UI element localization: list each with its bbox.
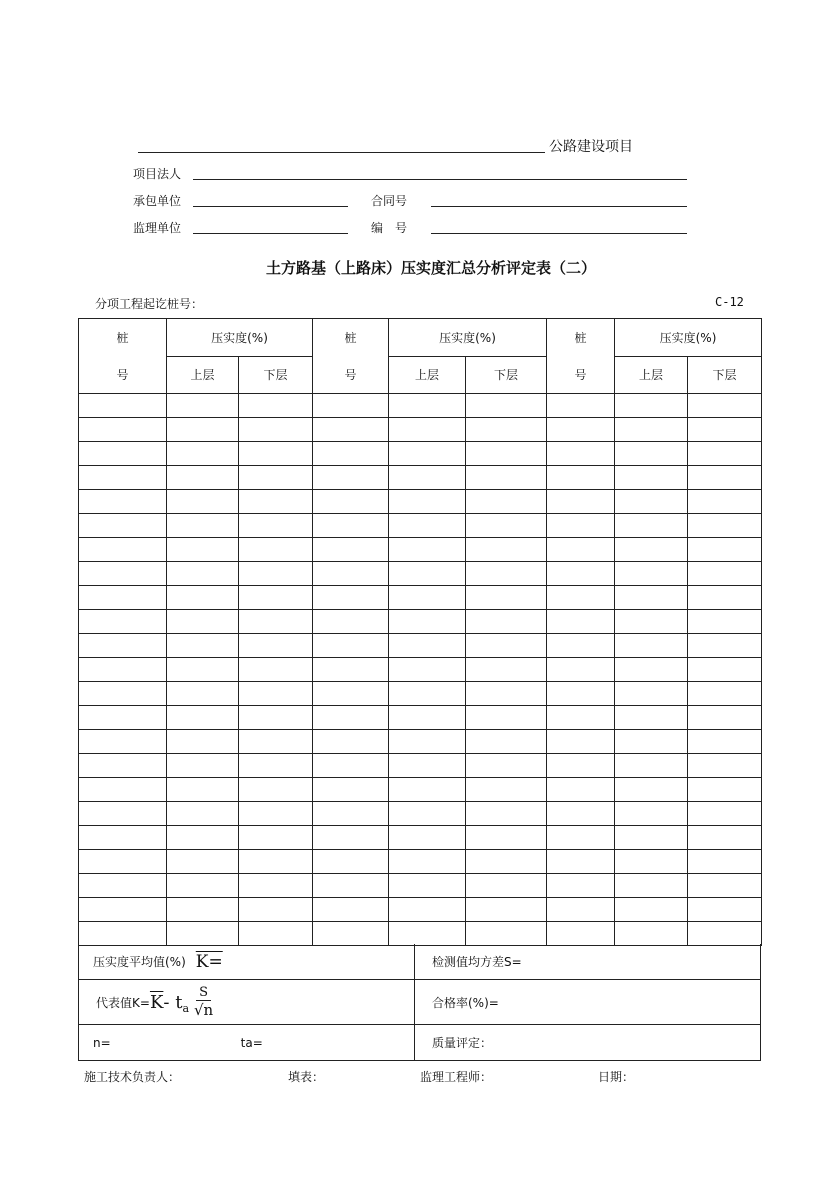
lower-cell[interactable] (688, 394, 762, 418)
compaction-header: 压实度(%) (167, 319, 313, 357)
table-row (79, 826, 762, 850)
filled-by-label: 填表： (288, 1070, 325, 1084)
upper-cell[interactable] (389, 706, 466, 730)
upper-cell[interactable] (389, 898, 466, 922)
station-cell[interactable] (313, 826, 389, 850)
lower-cell[interactable] (239, 898, 313, 922)
summary-row-n (78, 1025, 761, 1061)
project-suffix: 公路建设项目 (549, 139, 633, 155)
station-cell[interactable] (313, 802, 389, 826)
table-row (79, 850, 762, 874)
rep-label: 代表值K= (96, 995, 150, 1010)
station-cell[interactable] (313, 658, 389, 682)
lower-cell[interactable] (239, 586, 313, 610)
lower-cell[interactable] (466, 730, 547, 754)
upper-cell[interactable] (167, 730, 239, 754)
station-cell[interactable] (79, 850, 167, 874)
upper-cell[interactable] (167, 682, 239, 706)
station-cell[interactable] (313, 778, 389, 802)
station-cell[interactable] (313, 490, 389, 514)
lower-cell[interactable] (688, 754, 762, 778)
upper-header: 上层 (615, 356, 688, 394)
station-cell[interactable] (547, 586, 615, 610)
upper-cell[interactable] (615, 586, 688, 610)
serial-field[interactable] (431, 233, 687, 234)
upper-cell[interactable] (615, 730, 688, 754)
upper-cell[interactable] (615, 874, 688, 898)
lower-cell[interactable] (466, 634, 547, 658)
lower-header: 下层 (688, 356, 762, 394)
station-cell[interactable] (547, 706, 615, 730)
upper-cell[interactable] (167, 490, 239, 514)
lower-cell[interactable] (688, 826, 762, 850)
lower-cell[interactable] (466, 538, 547, 562)
station-cell[interactable] (79, 634, 167, 658)
lower-cell[interactable] (688, 874, 762, 898)
lower-cell[interactable] (466, 682, 547, 706)
lower-cell[interactable] (239, 802, 313, 826)
station-cell[interactable] (79, 586, 167, 610)
lower-cell[interactable] (466, 826, 547, 850)
upper-cell[interactable] (167, 442, 239, 466)
station-cell[interactable] (313, 418, 389, 442)
upper-cell[interactable] (615, 898, 688, 922)
station-cell[interactable] (79, 442, 167, 466)
lower-cell[interactable] (239, 466, 313, 490)
upper-cell[interactable] (389, 658, 466, 682)
table-row (79, 418, 762, 442)
station-cell[interactable] (79, 562, 167, 586)
station-cell[interactable] (547, 514, 615, 538)
lower-cell[interactable] (688, 850, 762, 874)
upper-header: 上层 (167, 356, 239, 394)
lower-cell[interactable] (688, 442, 762, 466)
station-cell[interactable] (547, 730, 615, 754)
upper-cell[interactable] (389, 418, 466, 442)
station-bottom: 号 (574, 368, 587, 382)
lower-cell[interactable] (239, 754, 313, 778)
lower-header: 下层 (466, 356, 547, 394)
lower-header: 下层 (239, 356, 313, 394)
upper-cell[interactable] (389, 514, 466, 538)
upper-cell[interactable] (615, 850, 688, 874)
avg-formula: K= (195, 951, 223, 972)
upper-cell[interactable] (389, 874, 466, 898)
rep-fraction (194, 985, 213, 1019)
station-cell[interactable] (79, 802, 167, 826)
table-row (79, 730, 762, 754)
lower-cell[interactable] (239, 658, 313, 682)
station-cell[interactable] (313, 706, 389, 730)
compaction-header: 压实度(%) (615, 319, 762, 357)
table-row (79, 634, 762, 658)
station-cell[interactable] (313, 874, 389, 898)
station-top: 桩 (344, 331, 357, 345)
table-row (79, 538, 762, 562)
station-cell[interactable] (79, 418, 167, 442)
station-cell[interactable] (313, 394, 389, 418)
upper-cell[interactable] (167, 634, 239, 658)
upper-cell[interactable] (167, 754, 239, 778)
upper-cell[interactable] (167, 802, 239, 826)
lower-cell[interactable] (688, 730, 762, 754)
lower-cell[interactable] (239, 826, 313, 850)
station-cell[interactable] (547, 922, 615, 946)
upper-cell[interactable] (167, 610, 239, 634)
upper-cell[interactable] (389, 850, 466, 874)
station-cell[interactable] (547, 850, 615, 874)
station-cell[interactable] (79, 610, 167, 634)
station-cell[interactable] (547, 634, 615, 658)
lower-cell[interactable] (688, 418, 762, 442)
lower-cell[interactable] (688, 634, 762, 658)
table-row (79, 874, 762, 898)
station-cell[interactable] (547, 778, 615, 802)
upper-cell[interactable] (167, 562, 239, 586)
lower-cell[interactable] (688, 490, 762, 514)
upper-cell[interactable] (389, 586, 466, 610)
lower-cell[interactable] (239, 874, 313, 898)
table-row (79, 394, 762, 418)
lower-cell[interactable] (466, 562, 547, 586)
lower-cell[interactable] (239, 850, 313, 874)
serial-label: 编 号 (371, 221, 408, 235)
station-cell[interactable] (79, 874, 167, 898)
station-cell[interactable] (547, 490, 615, 514)
lower-cell[interactable] (466, 490, 547, 514)
upper-cell[interactable] (167, 778, 239, 802)
supervisor-engineer-label: 监理工程师： (420, 1070, 493, 1084)
lower-cell[interactable] (688, 610, 762, 634)
tech-lead-label: 施工技术负责人： (84, 1070, 181, 1084)
station-cell[interactable] (547, 658, 615, 682)
upper-cell[interactable] (389, 754, 466, 778)
upper-cell[interactable] (615, 682, 688, 706)
station-cell[interactable] (313, 754, 389, 778)
station-cell[interactable] (79, 490, 167, 514)
upper-cell[interactable] (615, 538, 688, 562)
lower-cell[interactable] (239, 706, 313, 730)
station-bottom: 号 (344, 368, 357, 382)
station-cell[interactable] (313, 586, 389, 610)
lower-cell[interactable] (239, 730, 313, 754)
rep-formula-num: S (196, 985, 211, 1001)
upper-cell[interactable] (615, 418, 688, 442)
upper-cell[interactable] (167, 538, 239, 562)
station-cell[interactable] (79, 706, 167, 730)
station-cell[interactable] (79, 826, 167, 850)
table-row (79, 898, 762, 922)
upper-cell[interactable] (615, 658, 688, 682)
upper-cell[interactable] (389, 682, 466, 706)
pass-rate-label: 合格率(%)= (432, 995, 499, 1010)
table-row (79, 754, 762, 778)
upper-cell[interactable] (615, 754, 688, 778)
lower-cell[interactable] (466, 898, 547, 922)
date-label: 日期： (598, 1070, 635, 1084)
station-top: 桩 (574, 331, 587, 345)
upper-cell[interactable] (389, 610, 466, 634)
upper-cell[interactable] (167, 394, 239, 418)
lower-cell[interactable] (688, 682, 762, 706)
rep-formula-sub: a (182, 1001, 189, 1015)
upper-cell[interactable] (615, 562, 688, 586)
lower-cell[interactable] (239, 538, 313, 562)
lower-cell[interactable] (466, 922, 547, 946)
station-cell[interactable] (79, 754, 167, 778)
lower-cell[interactable] (688, 562, 762, 586)
supervisor-field[interactable] (193, 233, 348, 234)
contract-no-field[interactable] (431, 206, 687, 207)
lower-cell[interactable] (239, 418, 313, 442)
lower-cell[interactable] (466, 778, 547, 802)
upper-cell[interactable] (615, 610, 688, 634)
station-cell[interactable] (547, 610, 615, 634)
table-row (79, 706, 762, 730)
station-cell[interactable] (79, 514, 167, 538)
lower-cell[interactable] (239, 682, 313, 706)
project-name-line[interactable] (138, 152, 545, 153)
lower-cell[interactable] (688, 922, 762, 946)
lower-cell[interactable] (466, 514, 547, 538)
station-cell[interactable] (79, 466, 167, 490)
lower-cell[interactable] (466, 874, 547, 898)
upper-cell[interactable] (167, 826, 239, 850)
station-cell[interactable] (313, 898, 389, 922)
upper-cell[interactable] (389, 442, 466, 466)
table-row (79, 922, 762, 946)
upper-cell[interactable] (615, 706, 688, 730)
lower-cell[interactable] (688, 706, 762, 730)
rep-formula-den: √n (194, 1001, 214, 1019)
station-cell[interactable] (547, 802, 615, 826)
lower-cell[interactable] (466, 442, 547, 466)
station-cell[interactable] (313, 466, 389, 490)
station-cell[interactable] (547, 874, 615, 898)
station-cell[interactable] (547, 394, 615, 418)
upper-cell[interactable] (615, 394, 688, 418)
station-cell[interactable] (79, 922, 167, 946)
compaction-header: 压实度(%) (389, 319, 547, 357)
lower-cell[interactable] (688, 778, 762, 802)
lower-cell[interactable] (239, 610, 313, 634)
station-top: 桩 (116, 331, 129, 345)
lower-cell[interactable] (466, 658, 547, 682)
upper-cell[interactable] (615, 442, 688, 466)
station-cell[interactable] (313, 922, 389, 946)
upper-cell[interactable] (389, 634, 466, 658)
station-header (79, 319, 167, 394)
lower-cell[interactable] (466, 586, 547, 610)
station-cell[interactable] (547, 898, 615, 922)
station-cell[interactable] (79, 898, 167, 922)
supervisor-label: 监理单位 (133, 221, 182, 235)
upper-cell[interactable] (389, 394, 466, 418)
lower-cell[interactable] (239, 562, 313, 586)
std-label: 检测值均方差S= (432, 955, 522, 969)
owner-label: 项目法人 (133, 167, 182, 181)
lower-cell[interactable] (239, 922, 313, 946)
upper-cell[interactable] (389, 730, 466, 754)
upper-cell[interactable] (615, 922, 688, 946)
upper-cell[interactable] (615, 514, 688, 538)
contract-no-label: 合同号 (371, 194, 408, 208)
station-cell[interactable] (547, 754, 615, 778)
upper-cell[interactable] (167, 922, 239, 946)
upper-cell[interactable] (167, 418, 239, 442)
ta-label: ta= (240, 1035, 263, 1050)
station-cell[interactable] (79, 658, 167, 682)
upper-cell[interactable] (615, 778, 688, 802)
upper-cell[interactable] (615, 634, 688, 658)
upper-cell[interactable] (615, 466, 688, 490)
lower-cell[interactable] (466, 466, 547, 490)
station-cell[interactable] (313, 610, 389, 634)
station-cell[interactable] (313, 514, 389, 538)
table-row (79, 658, 762, 682)
upper-cell[interactable] (389, 778, 466, 802)
lower-cell[interactable] (466, 706, 547, 730)
table-row (79, 682, 762, 706)
quality-label: 质量评定： (432, 1036, 493, 1050)
lower-cell[interactable] (688, 514, 762, 538)
station-cell[interactable] (547, 442, 615, 466)
upper-header: 上层 (389, 356, 466, 394)
table-row (79, 466, 762, 490)
station-cell[interactable] (547, 418, 615, 442)
station-cell[interactable] (79, 538, 167, 562)
table-row (79, 514, 762, 538)
station-cell[interactable] (313, 850, 389, 874)
n-label: n= (93, 1035, 111, 1050)
upper-cell[interactable] (389, 490, 466, 514)
station-cell[interactable] (547, 562, 615, 586)
lower-cell[interactable] (466, 754, 547, 778)
rep-formula-k: $\overline{K}$ (149, 991, 164, 1013)
lower-cell[interactable] (466, 394, 547, 418)
station-cell[interactable] (547, 826, 615, 850)
lower-cell[interactable] (466, 610, 547, 634)
upper-cell[interactable] (167, 898, 239, 922)
lower-cell[interactable] (239, 778, 313, 802)
station-cell[interactable] (547, 466, 615, 490)
compaction-table (78, 318, 762, 946)
owner-field[interactable] (193, 179, 687, 180)
contractor-field[interactable] (193, 206, 348, 207)
upper-cell[interactable] (615, 802, 688, 826)
upper-cell[interactable] (167, 658, 239, 682)
upper-cell[interactable] (389, 538, 466, 562)
lower-cell[interactable] (239, 514, 313, 538)
station-cell[interactable] (313, 442, 389, 466)
lower-cell[interactable] (239, 634, 313, 658)
table-row (79, 610, 762, 634)
table-row (79, 778, 762, 802)
form-code: C-12 (715, 295, 744, 309)
avg-label: 压实度平均值(%) (93, 955, 186, 969)
upper-cell[interactable] (389, 922, 466, 946)
rep-formula-minus: - t (163, 991, 183, 1013)
lower-cell[interactable] (688, 658, 762, 682)
station-cell[interactable] (313, 634, 389, 658)
upper-cell[interactable] (167, 466, 239, 490)
station-cell[interactable] (313, 730, 389, 754)
lower-cell[interactable] (688, 898, 762, 922)
station-cell[interactable] (313, 538, 389, 562)
upper-cell[interactable] (615, 490, 688, 514)
contractor-label: 承包单位 (133, 194, 182, 208)
table-row (79, 442, 762, 466)
table-row (79, 562, 762, 586)
lower-cell[interactable] (466, 802, 547, 826)
lower-cell[interactable] (239, 442, 313, 466)
page-title: 土方路基（上路床）压实度汇总分析评定表（二） (266, 259, 597, 277)
table-row (79, 586, 762, 610)
station-range-label: 分项工程起讫桩号： (95, 297, 204, 311)
upper-cell[interactable] (389, 562, 466, 586)
station-header (547, 319, 615, 394)
station-bottom: 号 (116, 368, 129, 382)
lower-cell[interactable] (466, 850, 547, 874)
lower-cell[interactable] (466, 418, 547, 442)
station-cell[interactable] (79, 730, 167, 754)
upper-cell[interactable] (389, 466, 466, 490)
lower-cell[interactable] (239, 394, 313, 418)
station-cell[interactable] (79, 778, 167, 802)
lower-cell[interactable] (688, 802, 762, 826)
summary-row-representative (78, 980, 761, 1025)
summary-row-average (78, 944, 761, 980)
upper-cell[interactable] (389, 802, 466, 826)
lower-cell[interactable] (688, 538, 762, 562)
table-row (79, 490, 762, 514)
upper-cell[interactable] (167, 706, 239, 730)
table-row (79, 802, 762, 826)
lower-cell[interactable] (688, 586, 762, 610)
upper-cell[interactable] (167, 874, 239, 898)
station-cell[interactable] (547, 682, 615, 706)
upper-cell[interactable] (167, 850, 239, 874)
lower-cell[interactable] (688, 466, 762, 490)
station-cell[interactable] (547, 538, 615, 562)
station-cell[interactable] (313, 682, 389, 706)
lower-cell[interactable] (239, 490, 313, 514)
upper-cell[interactable] (167, 514, 239, 538)
station-cell[interactable] (79, 394, 167, 418)
upper-cell[interactable] (389, 826, 466, 850)
station-cell[interactable] (313, 562, 389, 586)
station-cell[interactable] (79, 682, 167, 706)
upper-cell[interactable] (167, 586, 239, 610)
upper-cell[interactable] (615, 826, 688, 850)
station-header (313, 319, 389, 394)
